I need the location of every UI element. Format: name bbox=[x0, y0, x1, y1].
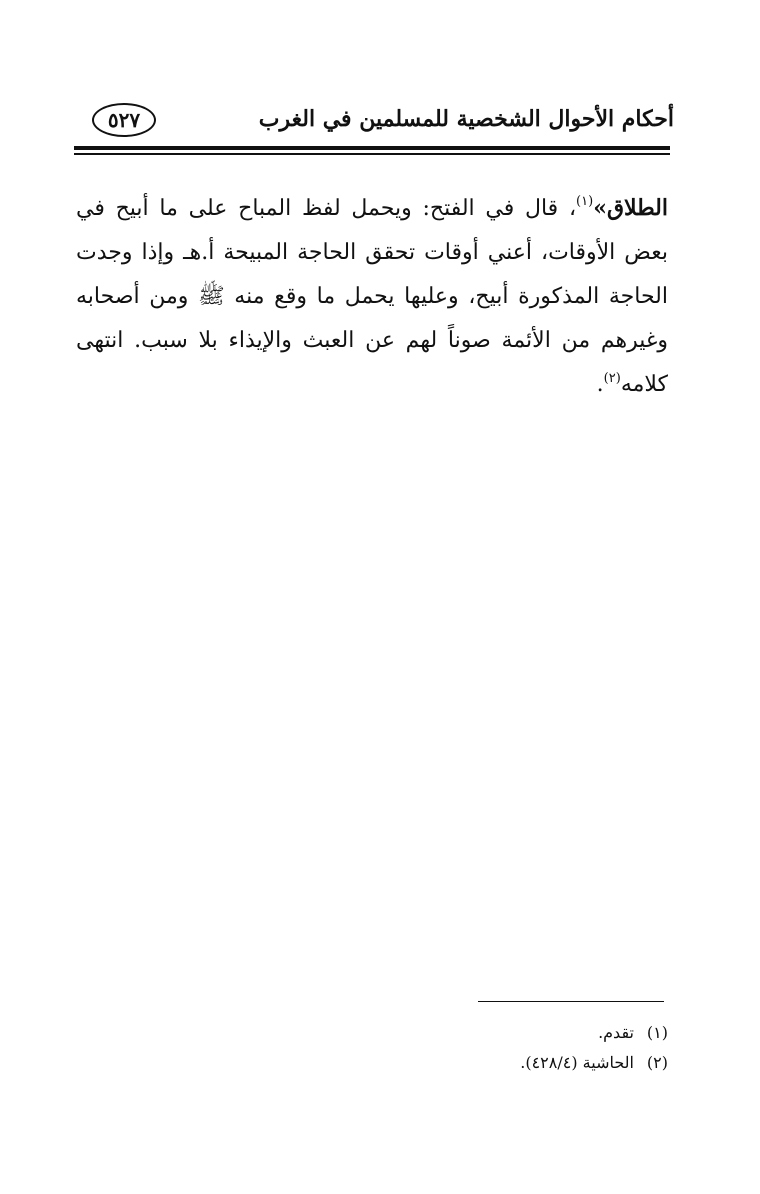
body-bold-segment: الطلاق» bbox=[593, 195, 668, 221]
running-title: أحكام الأحوال الشخصية للمسلمين في الغرب bbox=[258, 106, 674, 132]
footnotes bbox=[520, 1018, 668, 1078]
footnote-number: (٢) bbox=[646, 1053, 668, 1072]
footnote-ref-1: (١) bbox=[576, 194, 594, 209]
footnote-item bbox=[520, 1048, 668, 1078]
footnote-text: تقدم. bbox=[598, 1023, 634, 1042]
body-paragraph bbox=[76, 186, 668, 407]
footnote-ref-2: (٢) bbox=[603, 371, 621, 386]
footnote-item bbox=[520, 1018, 668, 1048]
footnote-text: الحاشية (٤٢٨/٤). bbox=[520, 1053, 634, 1072]
page-number bbox=[92, 103, 156, 137]
header-rule-thin bbox=[74, 153, 670, 155]
body-text bbox=[76, 186, 668, 407]
header-rule-thick bbox=[74, 146, 670, 150]
page-number-text: ٥٢٧ bbox=[107, 108, 141, 132]
body-end-segment: . bbox=[596, 372, 604, 397]
footnote-separator bbox=[478, 1001, 664, 1002]
body-segment: ، قال في الفتح: ويحمل لفظ المباح على ما أبيح في بعض الأوقات، أعني أوقات تحقق الحاجة المبيحة أ.هـ وإذا وجدت الحاجة المذكورة أبيح، وعليها يحمل ما وقع منه ﷺ ومن أصحابه وغيرهم من الأئمة صوناً لهم عن العبث والإيذاء بلا سبب. انتهى كلامه bbox=[76, 196, 668, 397]
footnote-number: (١) bbox=[646, 1023, 668, 1042]
